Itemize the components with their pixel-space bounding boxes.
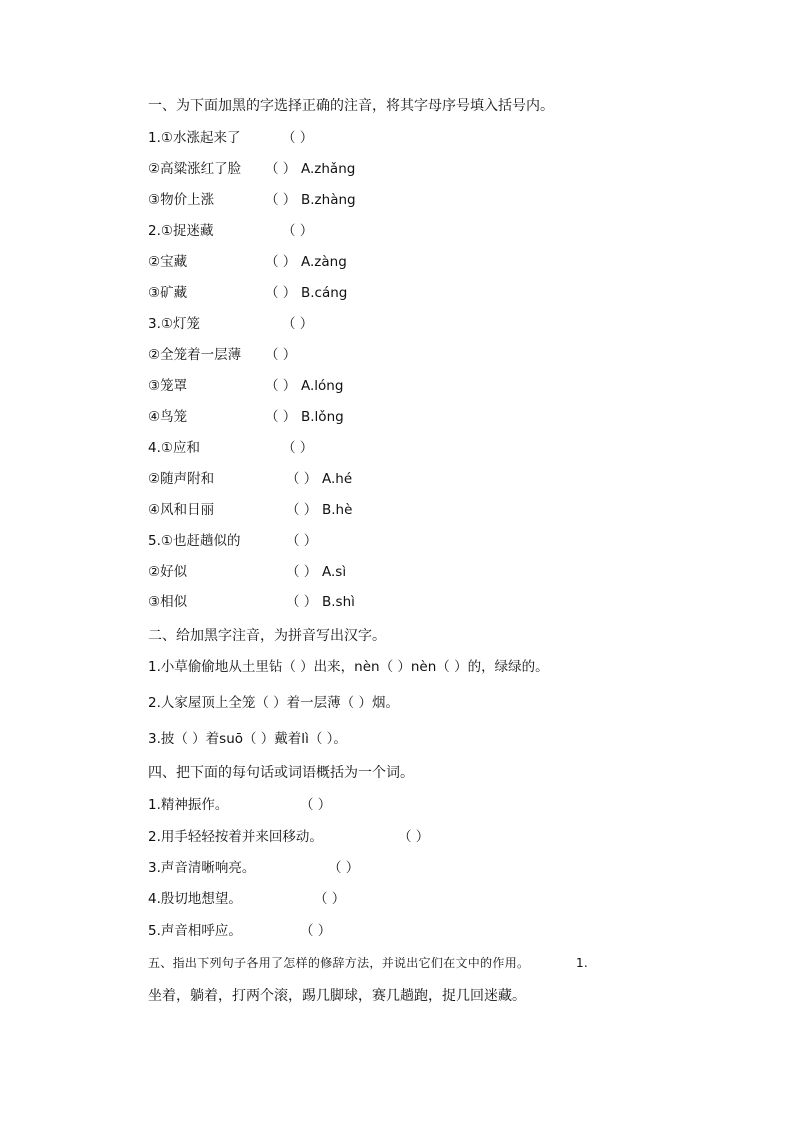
line-part: （ ）	[282, 440, 314, 456]
document-line	[148, 922, 242, 940]
line-part: B.lǒng	[301, 409, 344, 425]
line-text: 四、把下面的每句话或词语概括为一个词。	[148, 765, 414, 781]
document-line	[148, 627, 386, 645]
document-line	[148, 470, 214, 488]
line-text: 1.小草偷偷地从土里钻（ ）出来，nèn（ ）nèn（ ）的，绿绿的。	[148, 659, 549, 675]
line-part: （ ）	[328, 860, 360, 876]
line-part: 1.	[576, 956, 589, 970]
document-line	[148, 954, 529, 972]
line-part: （ ）	[265, 409, 297, 425]
line-text: 4.①应和	[148, 440, 200, 456]
document-line	[148, 730, 347, 748]
line-part: （ ）	[282, 316, 314, 332]
document-line	[148, 796, 228, 814]
document-line	[148, 828, 323, 846]
document-line	[148, 658, 549, 676]
line-part: （ ）	[265, 254, 297, 270]
line-text: 坐着，躺着，打两个滚，踢几脚球，赛几趟跑，捉几回迷藏。	[148, 988, 526, 1004]
document-line	[148, 439, 200, 457]
document-line	[148, 563, 187, 581]
document-line	[148, 501, 214, 519]
line-part: （ ）	[265, 378, 297, 394]
document-line	[148, 377, 187, 395]
line-text: 2.用手轻轻按着并来回移动。	[148, 829, 323, 845]
line-text: 五、指出下列句子各用了怎样的修辞方法，并说出它们在文中的作用。	[148, 956, 530, 970]
document-line	[148, 408, 187, 426]
document-line	[148, 859, 255, 877]
line-part: （ ）	[314, 891, 346, 907]
line-text: 3.声音清晰响亮。	[148, 860, 256, 876]
line-part: （ ）	[282, 223, 314, 239]
line-text: 2.人家屋顶上全笼（ ）着一层薄（ ）烟。	[148, 695, 399, 711]
line-text: 5.①也赶趟似的	[148, 533, 241, 549]
document-line	[148, 253, 187, 271]
line-text: 3.披（ ）着suō（ ）戴着lì（ ）。	[148, 731, 347, 747]
line-text: ④风和日丽	[148, 502, 215, 518]
line-part: B.zhàng	[301, 192, 356, 208]
document-line	[148, 694, 399, 712]
line-text: ③物价上涨	[148, 192, 215, 208]
line-part: （ ）	[265, 347, 297, 363]
line-text: 4.殷切地想望。	[148, 891, 242, 907]
document-line	[148, 346, 241, 364]
line-text: 1.精神振作。	[148, 797, 229, 813]
line-text: 一、为下面加黑的字选择正确的注音，将其字母序号填入括号内。	[148, 98, 554, 114]
document-line	[148, 987, 526, 1005]
line-text: 5.声音相呼应。	[148, 923, 242, 939]
document-line	[148, 129, 240, 147]
line-text: ③矿藏	[148, 285, 188, 301]
line-part: （ ）	[265, 161, 297, 177]
line-part: （ ）	[398, 829, 430, 845]
document-line	[148, 284, 187, 302]
line-part: （ ）	[300, 923, 332, 939]
line-text: ③笼罩	[148, 378, 188, 394]
document-line	[148, 315, 200, 333]
line-part: （ ）	[286, 594, 318, 610]
line-text: 二、给加黑字注音，为拼音写出汉字。	[148, 628, 386, 644]
line-part: （ ）	[286, 564, 318, 580]
line-text: ②高粱涨红了脸	[148, 161, 242, 177]
document-line	[148, 97, 554, 115]
document-line	[148, 222, 213, 240]
line-text: ②随声附和	[148, 471, 215, 487]
document-line	[148, 160, 241, 178]
line-part: A.lóng	[301, 378, 344, 394]
document-line	[148, 764, 414, 782]
line-part: B.shì	[322, 594, 355, 610]
line-part: （ ）	[265, 285, 297, 301]
line-text: 3.①灯笼	[148, 316, 200, 332]
line-part: （ ）	[265, 192, 297, 208]
document-line	[148, 890, 242, 908]
line-text: ③相似	[148, 594, 188, 610]
line-part: （ ）	[300, 797, 332, 813]
line-part: A.zàng	[301, 254, 347, 270]
document-line	[148, 532, 240, 550]
line-part: （ ）	[282, 130, 314, 146]
line-text: ②全笼着一层薄	[148, 347, 242, 363]
line-text: 2.①捉迷藏	[148, 223, 214, 239]
line-part: （ ）	[286, 502, 318, 518]
line-part: B.cáng	[301, 285, 348, 301]
line-part: （ ）	[286, 471, 318, 487]
line-text: 1.①水涨起来了	[148, 130, 241, 146]
line-text: ④鸟笼	[148, 409, 188, 425]
document-line	[148, 593, 187, 611]
line-part: A.hé	[322, 471, 353, 487]
line-part: A.sì	[322, 564, 347, 580]
line-text: ②好似	[148, 564, 188, 580]
line-part: （ ）	[286, 533, 318, 549]
line-part: A.zhǎng	[301, 161, 356, 177]
line-part: B.hè	[322, 502, 353, 518]
document-line	[148, 191, 214, 209]
line-text: ②宝藏	[148, 254, 188, 270]
